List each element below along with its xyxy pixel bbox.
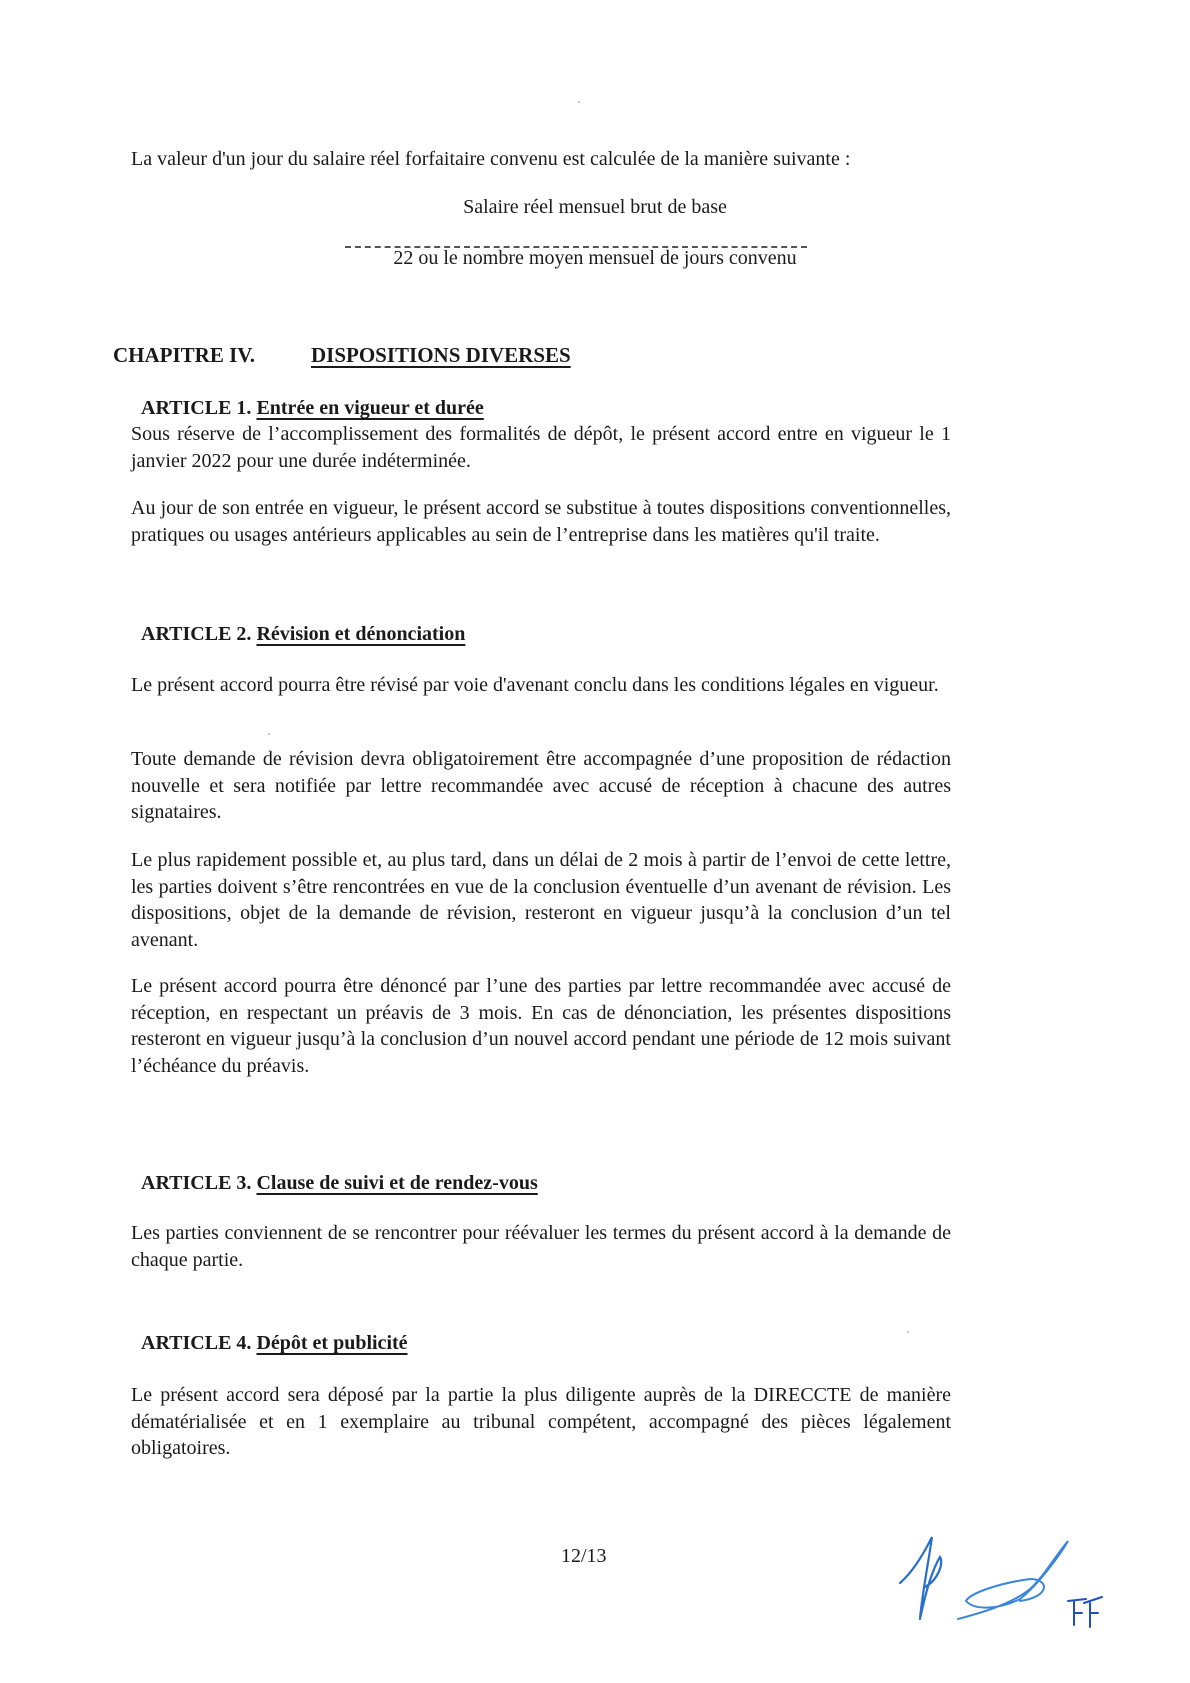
signature-stroke xyxy=(900,1537,941,1619)
article-label: ARTICLE 1. xyxy=(141,397,252,419)
article-title: Entrée en vigueur et durée xyxy=(256,397,484,419)
article-2-paragraph: Le présent accord pourra être dénoncé par l’une des parties par lettre recommandée avec accusé de réception, en respectant un préavis de 3 mois. En cas de dénonciation, les présentes dispositions resteront en vigueur jusqu’à la conclusion d’un nouvel accord pendant une période de 12 mois suivant l’échéance du préavis. xyxy=(131,975,951,1077)
signature-stroke xyxy=(958,1541,1068,1619)
article-2-heading xyxy=(141,623,465,646)
article-4-heading xyxy=(141,1332,408,1355)
article-label: ARTICLE 2. xyxy=(141,623,252,645)
article-3-paragraph: Les parties conviennent de se rencontrer pour réévaluer les termes du présent accord à la demande de chaque partie. xyxy=(131,1222,951,1271)
article-1-paragraph: Sous réserve de l’accomplissement des formalités de dépôt, le présent accord entre en vigueur le 1 janvier 2022 pour une durée indéterminée. xyxy=(131,423,951,472)
chapter-number: CHAPITRE IV. xyxy=(113,343,255,367)
formula-denominator: 22 ou le nombre moyen mensuel de jours convenu xyxy=(393,247,797,269)
scan-speck xyxy=(578,101,580,103)
article-4-paragraph: Le présent accord sera déposé par la partie la plus diligente auprès de la DIRECCTE de manière dématérialisée et en 1 exemplaire au tribunal compétent, accompagné des pièces légalement obligatoires. xyxy=(131,1384,951,1459)
page-number: 12/13 xyxy=(561,1545,607,1567)
intro-paragraph: La valeur d'un jour du salaire réel forfaitaire convenu est calculée de la manière suivante : xyxy=(131,148,851,170)
article-1-paragraph: Au jour de son entrée en vigueur, le présent accord se substitue à toutes dispositions conventionnelles, pratiques ou usages antérieurs applicables au sein de l’entreprise dans les matières qu'il traite. xyxy=(131,497,951,546)
chapter-title: DISPOSITIONS DIVERSES xyxy=(311,343,571,367)
article-2-paragraph: Le présent accord pourra être révisé par voie d'avenant conclu dans les conditions légales en vigueur. xyxy=(131,674,939,696)
formula-numerator: Salaire réel mensuel brut de base xyxy=(463,196,727,218)
chapter-heading xyxy=(113,343,571,368)
article-2-paragraph: Toute demande de révision devra obligatoirement être accompagnée d’une proposition de rédaction nouvelle et sera notifiée par lettre recommandée avec accusé de réception à chacune des autres signataires. xyxy=(131,748,951,823)
article-3-heading xyxy=(141,1172,538,1195)
article-2-paragraph: Le plus rapidement possible et, au plus tard, dans un délai de 2 mois à partir de l’envoi de cette lettre, les parties doivent s’être rencontrées en vue de la conclusion éventuelle d’un avenant de révision. Les dispositions, objet de la demande de révision, resteront en vigueur jusqu’à la conclusion d’un tel avenant. xyxy=(131,849,951,951)
article-label: ARTICLE 3. xyxy=(141,1172,252,1194)
initials-signature xyxy=(1066,1595,1106,1635)
initials-stroke xyxy=(1068,1597,1102,1627)
article-label: ARTICLE 4. xyxy=(141,1332,252,1354)
article-title: Révision et dénonciation xyxy=(256,623,466,645)
signatures xyxy=(870,1525,1110,1640)
article-1-heading xyxy=(141,397,484,420)
article-title: Clause de suivi et de rendez-vous xyxy=(256,1172,538,1194)
scan-speck xyxy=(907,1331,909,1333)
scan-speck xyxy=(268,733,270,735)
article-title: Dépôt et publicité xyxy=(256,1332,408,1354)
